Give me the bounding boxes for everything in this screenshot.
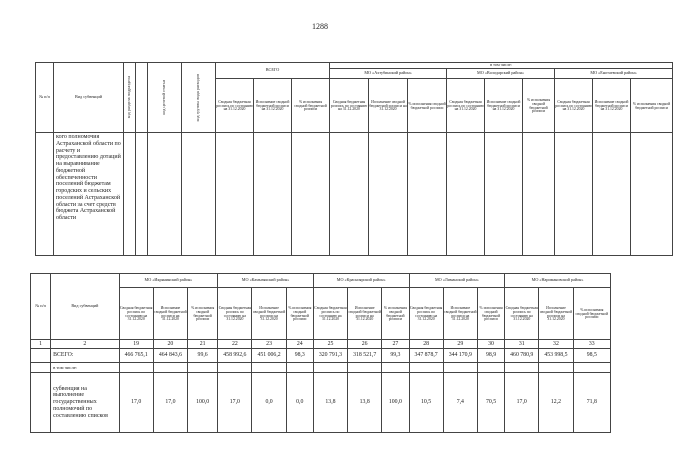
col-number: 25 [313, 340, 347, 349]
sub-exec: Исполнение сводной бюджетной росписи на 31.12.2020 [369, 79, 408, 133]
cell [443, 363, 477, 373]
subvention-description: кого полномочия Астраханской области по расчету и предоставлению дотаций на выравнивание бюджетной обеспеченности поселений бюджетам городских и сельских поселений Астраханской области за счет средств бюджета Астраханской области [54, 133, 124, 256]
row-value: 12,2 [539, 373, 573, 433]
cell [119, 363, 153, 373]
total-header: ВСЕГО [216, 63, 330, 79]
col-number: 24 [286, 340, 313, 349]
col-budget-code: код раздела подраздела [124, 63, 136, 133]
district-header-3: МО «Енотаевский район» [555, 69, 673, 79]
total-value: 99,3 [382, 349, 409, 363]
cell [408, 133, 447, 256]
sub-pct: % исполнения сводной бюджетной росписи [292, 79, 330, 133]
sub-budget: Сводная бюджетная роспись по состоянию на 31.12.2020 [409, 288, 443, 340]
row-value: 0,0 [286, 373, 313, 433]
col-number: 29 [443, 340, 477, 349]
col-name-header: Вид субвенций [51, 274, 119, 340]
subvention-label: субвенция на выполнение государственных полномочий по составлению списков [51, 373, 119, 433]
col-number: 30 [477, 340, 504, 349]
district-header-4: МО «Лиманский район» [409, 274, 505, 288]
row-value: 7,4 [443, 373, 477, 433]
district-header-1: МО «Икрянинский район» [119, 274, 218, 288]
col-number: 19 [119, 340, 153, 349]
row-value: 13,8 [348, 373, 382, 433]
row-value: 17,0 [505, 373, 539, 433]
sub-pct: % исполнения сводной бюджетной росписи [477, 288, 504, 340]
row-value: 70,5 [477, 373, 504, 433]
sub-budget: Сводная бюджетная роспись по состоянию на 31.12.2020 [218, 288, 252, 340]
total-value: 99,6 [188, 349, 218, 363]
row-value: 0,0 [252, 373, 286, 433]
total-value: 460 780,9 [505, 349, 539, 363]
district-header-1: МО «Ахтубинский район» [330, 69, 447, 79]
cell [31, 373, 51, 433]
cell [477, 363, 504, 373]
cell [31, 349, 51, 363]
cell [348, 363, 382, 373]
district-header-5: МО «Наримановский район» [505, 274, 611, 288]
cell [505, 363, 539, 373]
cell [36, 133, 54, 256]
row-value: 17,0 [153, 373, 187, 433]
row-value: 71,8 [573, 373, 610, 433]
sub-pct: % исполнения сводной бюджетной росписи [573, 288, 610, 340]
col-name-header: Вид субвенций [54, 63, 124, 133]
sub-exec: Исполнение сводной бюджетной росписи на 31.12.2020 [252, 288, 286, 340]
cell [153, 363, 187, 373]
total-value: 458 992,6 [218, 349, 252, 363]
col-number: 32 [539, 340, 573, 349]
sub-budget: Сводная бюджетная роспись по состоянию на 31.12.2020 [313, 288, 347, 340]
column-number-row [31, 340, 611, 349]
sub-exec: Исполнение сводной бюджетной росписи на 31.12.2020 [593, 79, 631, 133]
row-value: 100,0 [382, 373, 409, 433]
total-value: 466 765,1 [119, 349, 153, 363]
cell [555, 133, 593, 256]
cell [31, 363, 51, 373]
cell [369, 133, 408, 256]
sub-budget: Сводная бюджетная роспись по состоянию на 31.12.2020 [447, 79, 485, 133]
total-value: 98,5 [573, 349, 610, 363]
sub-budget: Сводная бюджетная роспись по состоянию на 31.12.2020 [119, 288, 153, 340]
page-number: 1288 [312, 22, 328, 31]
col-group-code: код группы вида расходов [182, 63, 216, 133]
incl-row [31, 363, 611, 373]
cell [124, 133, 136, 256]
row-value: 10,5 [409, 373, 443, 433]
col-number: 2 [51, 340, 119, 349]
cell [539, 363, 573, 373]
col-budget-code-2 [136, 63, 148, 133]
sub-exec: Исполнение сводной бюджетной росписи на 31.12.2020 [485, 79, 523, 133]
col-number: 33 [573, 340, 610, 349]
row-value: 13,8 [313, 373, 347, 433]
col-number: 21 [188, 340, 218, 349]
total-value: 320 791,3 [313, 349, 347, 363]
sub-pct: % исполнения сводной бюджетной росписи [631, 79, 673, 133]
cell [182, 133, 216, 256]
cell [485, 133, 523, 256]
sub-budget: Сводная бюджетная роспись по состоянию на 31.12.2020 [555, 79, 593, 133]
cell [447, 133, 485, 256]
sub-exec: Исполнение сводной бюджетной росписи на 31.12.2020 [254, 79, 292, 133]
cell [218, 363, 252, 373]
sub-budget: Сводная бюджетная роспись по состоянию на 31.12.2020 [505, 288, 539, 340]
col-num-header: № п/п [36, 63, 54, 133]
cell [409, 363, 443, 373]
sub-exec: Исполнение сводной бюджетной росписи на 31.12.2020 [539, 288, 573, 340]
sub-budget: Сводная бюджетная роспись по состоянию на 31.12.2020 [330, 79, 369, 133]
row-value: 17,0 [119, 373, 153, 433]
col-number: 1 [31, 340, 51, 349]
subvention-table-top [35, 62, 673, 256]
total-value: 464 843,6 [153, 349, 187, 363]
sub-pct: % исполнения сводной бюджетной росписи [382, 288, 409, 340]
total-value: 453 998,5 [539, 349, 573, 363]
total-value: 98,9 [477, 349, 504, 363]
sub-exec: Исполнение сводной бюджетной росписи на 31.12.2020 [153, 288, 187, 340]
col-article-code: код целевой статьи [148, 63, 182, 133]
cell [573, 363, 610, 373]
cell [292, 133, 330, 256]
total-value: 344 170,9 [443, 349, 477, 363]
sub-exec: Исполнение сводной бюджетной росписи на 31.12.2020 [348, 288, 382, 340]
col-number: 20 [153, 340, 187, 349]
sub-pct: % исполнения сводной бюджетной росписи [188, 288, 218, 340]
cell [148, 133, 182, 256]
cell [252, 363, 286, 373]
subvention-row [31, 373, 611, 433]
cell [136, 133, 148, 256]
row-value: 17,0 [218, 373, 252, 433]
row-value: 100,0 [188, 373, 218, 433]
cell [216, 133, 254, 256]
sub-pct: % исполнения сводной бюджетной росписи [408, 79, 447, 133]
total-value: 98,3 [286, 349, 313, 363]
cell [631, 133, 673, 256]
sub-pct: % исполнения сводной бюджетной росписи [523, 79, 555, 133]
cell [188, 363, 218, 373]
col-num-header: № п/п [31, 274, 51, 340]
district-header-2: МО «Камызякский район» [218, 274, 314, 288]
col-number: 26 [348, 340, 382, 349]
incl-label: в том числе: [51, 363, 119, 373]
cell [254, 133, 292, 256]
col-number: 23 [252, 340, 286, 349]
district-header-3: МО «Красноярский район» [313, 274, 409, 288]
sub-pct: % исполнения сводной бюджетной росписи [286, 288, 313, 340]
total-row [31, 349, 611, 363]
total-value: 318 521,7 [348, 349, 382, 363]
col-number: 31 [505, 340, 539, 349]
sub-budget: Сводная бюджетная роспись по состоянию на 31.12.2020 [216, 79, 254, 133]
cell [330, 133, 369, 256]
cell [593, 133, 631, 256]
cell [313, 363, 347, 373]
col-number: 22 [218, 340, 252, 349]
total-value: 347 878,7 [409, 349, 443, 363]
col-number: 27 [382, 340, 409, 349]
total-value: 451 006,2 [252, 349, 286, 363]
district-header-2: МО «Володарский район» [447, 69, 555, 79]
total-label: ВСЕГО: [51, 349, 119, 363]
incl-header: в том числе: [330, 63, 673, 69]
cell [286, 363, 313, 373]
cell [382, 363, 409, 373]
col-number: 28 [409, 340, 443, 349]
subvention-table-bottom [30, 273, 611, 433]
sub-exec: Исполнение сводной бюджетной росписи на 31.12.2020 [443, 288, 477, 340]
cell [523, 133, 555, 256]
